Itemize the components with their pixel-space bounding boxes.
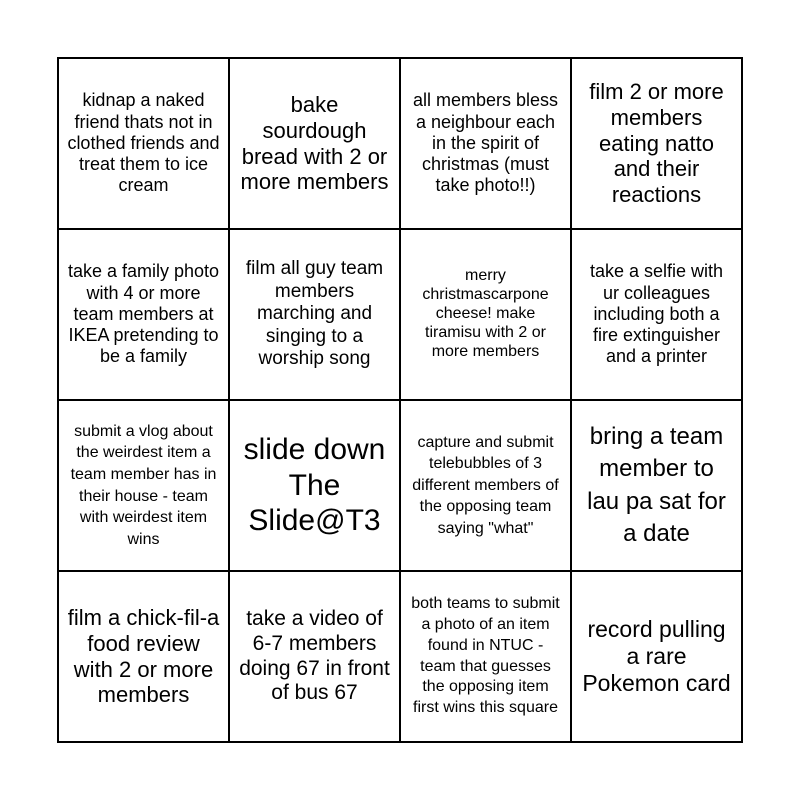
bingo-square-r2-c4[interactable]	[572, 230, 743, 401]
bingo-square-text: merry christmascarpone cheese! make tiramisu with 2 or more members	[422, 267, 549, 360]
bingo-square-text: film 2 or more members eating natto and their reactions	[589, 78, 724, 208]
bingo-square-r1-c4[interactable]	[572, 59, 743, 230]
bingo-square-r3-c2[interactable]	[230, 401, 401, 572]
bingo-square-r1-c1[interactable]	[59, 59, 230, 230]
bingo-square-r1-c3[interactable]	[401, 59, 572, 230]
bingo-square-text: bring a team member to lau pa sat for a date	[587, 422, 726, 547]
bingo-square-r3-c3[interactable]	[401, 401, 572, 572]
bingo-square-r4-c4[interactable]	[572, 572, 743, 743]
bingo-square-text: take a selfie with ur colleagues including both a fire extinguisher and a printer	[589, 261, 724, 367]
bingo-square-r4-c1[interactable]	[59, 572, 230, 743]
bingo-square-text: take a family photo with 4 or more team members at IKEA pretending to be a family	[67, 261, 220, 367]
bingo-square-text: film all guy team members marching and singing to a worship song	[245, 258, 384, 370]
bingo-square-text: kidnap a naked friend thats not in clothed friends and treat them to ice cream	[67, 90, 220, 196]
bingo-square-text: take a video of 6-7 members doing 67 in front of bus 67	[239, 606, 390, 705]
bingo-square-text: record pulling a rare Pokemon card	[582, 615, 731, 697]
bingo-square-text: slide down The Slide@T3	[243, 433, 386, 538]
bingo-square-r2-c1[interactable]	[59, 230, 230, 401]
bingo-square-text: both teams to submit a photo of an item found in NTUC - team that guesses the opposing item first wins this square	[411, 595, 560, 717]
bingo-square-r2-c2[interactable]	[230, 230, 401, 401]
bingo-square-text: submit a vlog about the weirdest item a team member has in their house - team with weirdest item wins	[70, 422, 217, 548]
bingo-square-r2-c3[interactable]	[401, 230, 572, 401]
bingo-square-r1-c2[interactable]	[230, 59, 401, 230]
bingo-square-r4-c3[interactable]	[401, 572, 572, 743]
bingo-square-text: bake sourdough bread with 2 or more members	[240, 91, 389, 195]
bingo-square-r3-c1[interactable]	[59, 401, 230, 572]
bingo-square-r3-c4[interactable]	[572, 401, 743, 572]
bingo-square-r4-c2[interactable]	[230, 572, 401, 743]
bingo-square-text: capture and submit telebubbles of 3 different members of the opposing team saying "what"	[412, 433, 559, 537]
bingo-square-text: film a chick-fil-a food review with 2 or more members	[67, 604, 220, 708]
bingo-square-text: all members bless a neighbour each in the spirit of christmas (must take photo!!)	[412, 90, 559, 196]
bingo-board	[57, 57, 743, 743]
